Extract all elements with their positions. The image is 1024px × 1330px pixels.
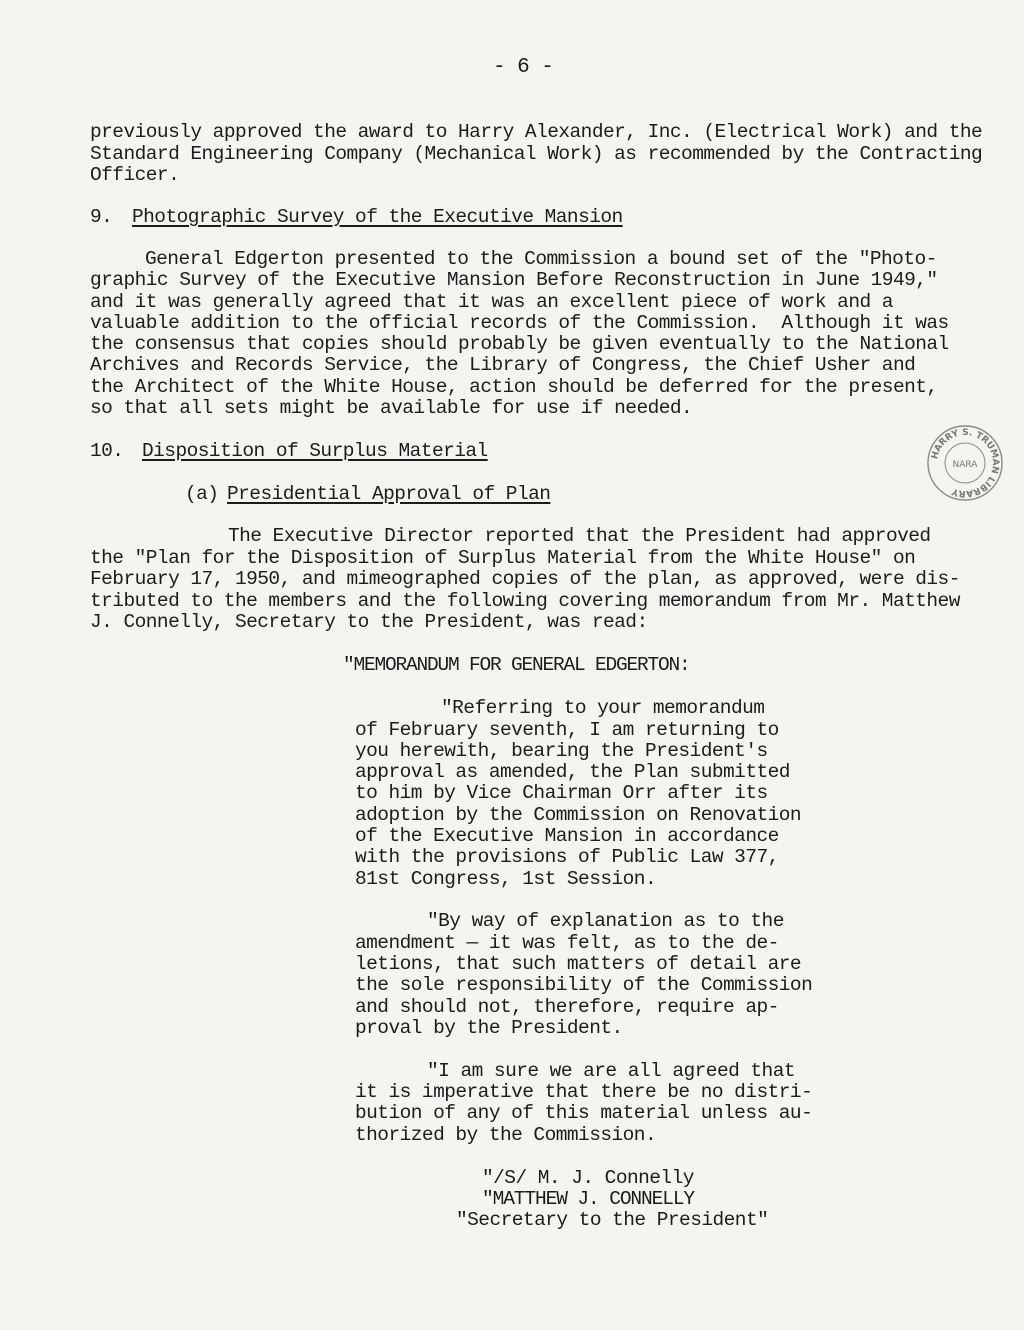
memo-para-1-line: with the provisions of Public Law 377, (355, 846, 779, 868)
memo-para-3-line: bution of any of this material unless au- (355, 1102, 813, 1124)
intro-line: previously approved the award to Harry Alexander, Inc. (Electrical Work) and the (90, 121, 983, 143)
section-9-line: graphic Survey of the Executive Mansion Before Reconstruction in June 1949," (90, 269, 938, 291)
memo-para-2-line: "By way of explanation as to the (427, 910, 784, 932)
memo-para-3-line: "I am sure we are all agreed that (427, 1060, 796, 1082)
signature-line: "/S/ M. J. Connelly (482, 1167, 694, 1189)
memo-para-2-line: proval by the President. (355, 1017, 623, 1039)
section-9-line: the consensus that copies should probably be given eventually to the National (90, 333, 949, 355)
section-10-line: J. Connelly, Secretary to the President, was read: (90, 611, 648, 633)
section-9-line: Archives and Records Service, the Library of Congress, the Chief Usher and (90, 354, 916, 376)
memo-para-3-line: it is imperative that there be no distri- (355, 1081, 813, 1103)
section-10-line: The Executive Director reported that the President had approved (228, 525, 931, 547)
section-10-title: Disposition of Surplus Material (142, 440, 488, 462)
section-9-line: so that all sets might be available for use if needed. (90, 397, 693, 419)
truman-library-stamp (925, 423, 1005, 503)
signature-line: "Secretary to the President" (456, 1209, 769, 1231)
memo-para-1-line: "Referring to your memorandum (441, 697, 765, 719)
memo-para-2-line: letions, that such matters of detail are (355, 953, 802, 975)
section-9-line: General Edgerton presented to the Commission a bound set of the "Photo- (145, 248, 937, 270)
memo-para-1-line: 81st Congress, 1st Session. (355, 868, 657, 890)
memo-heading: "MEMORANDUM FOR GENERAL EDGERTON: (343, 654, 690, 676)
memo-para-3-line: thorized by the Commission. (355, 1124, 657, 1146)
section-10-line: tributed to the members and the following covering memorandum from Mr. Matthew (90, 590, 960, 612)
memo-para-2-line: and should not, therefore, require ap- (355, 996, 779, 1018)
svg-text:NARA: NARA (952, 460, 978, 470)
memo-para-1-line: adoption by the Commission on Renovation (355, 804, 802, 826)
section-9-line: and it was generally agreed that it was an excellent piece of work and a (90, 291, 893, 313)
memo-para-1-line: of the Executive Mansion in accordance (355, 825, 779, 847)
subsection-a-title: Presidential Approval of Plan (227, 483, 551, 505)
memo-para-2-line: amendment — it was felt, as to the de- (355, 932, 779, 954)
section-10-line: the "Plan for the Disposition of Surplus Material from the White House" on (90, 547, 916, 569)
intro-line: Standard Engineering Company (Mechanical Work) as recommended by the Contracting (90, 143, 983, 165)
memo-para-1-line: approval as amended, the Plan submitted (355, 761, 790, 783)
section-9-line: valuable addition to the official records of the Commission. Although it was (90, 312, 949, 334)
subsection-a-label: (a) (185, 483, 219, 505)
section-9-title: Photographic Survey of the Executive Mansion (132, 206, 623, 228)
memo-para-1-line: of February seventh, I am returning to (355, 719, 779, 741)
section-9-line: the Architect of the White House, action should be deferred for the present, (90, 376, 938, 398)
signature-line: "MATTHEW J. CONNELLY (482, 1188, 695, 1210)
section-9-number: 9. (90, 206, 113, 228)
svg-text:HARRY S. TRUMAN LIBRARY: HARRY S. TRUMAN LIBRARY (930, 427, 1001, 499)
section-10-number: 10. (90, 440, 124, 462)
section-10-line: February 17, 1950, and mimeographed copies of the plan, as approved, were dis- (90, 568, 960, 590)
page-number: - 6 - (493, 56, 554, 79)
memo-para-1-line: to him by Vice Chairman Orr after its (355, 782, 768, 804)
memo-para-1-line: you herewith, bearing the President's (355, 740, 768, 762)
memo-para-2-line: the sole responsibility of the Commission (355, 974, 813, 996)
intro-line: Officer. (90, 164, 180, 186)
